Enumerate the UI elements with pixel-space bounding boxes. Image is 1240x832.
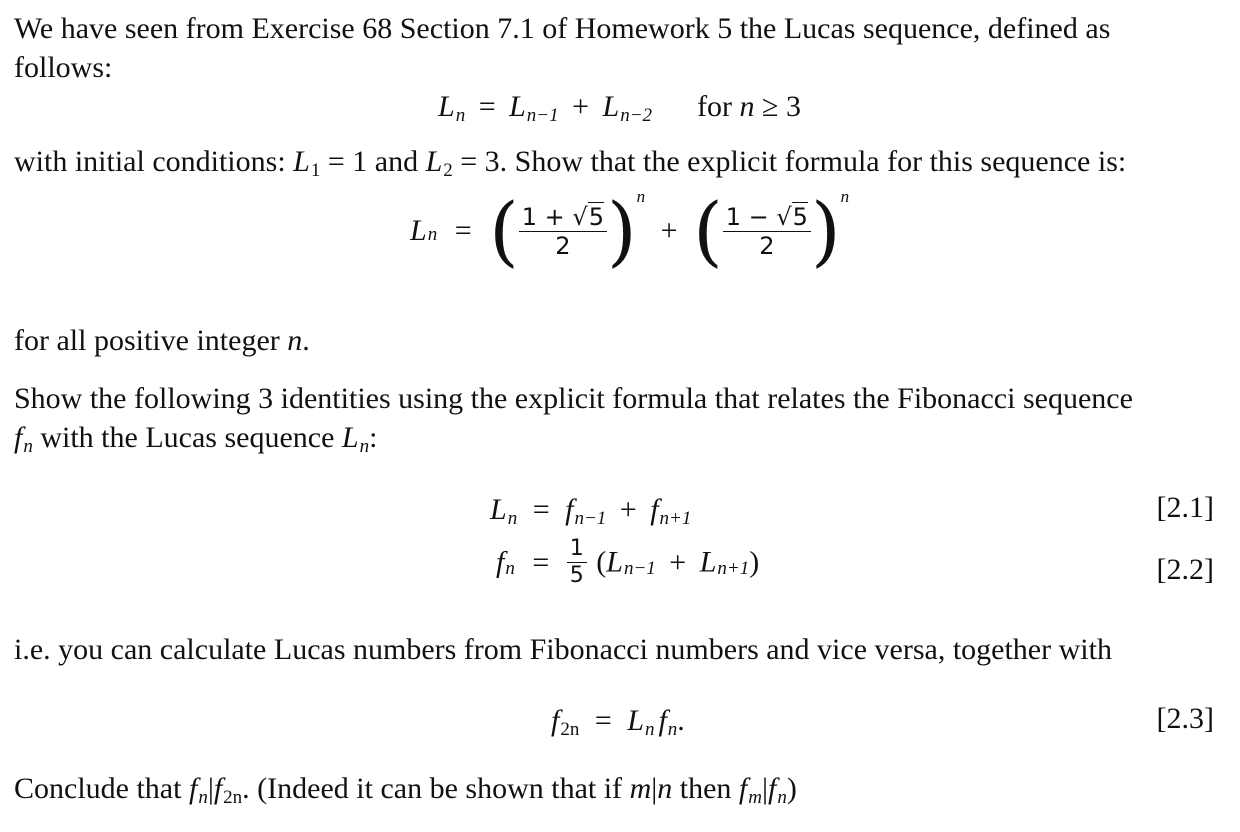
conclude-line: Conclude that $f_n|f2n$. (Indeed it can be shown that if m|n then $f_m|f_n$) — [14, 772, 797, 808]
intro-line-2: follows: — [14, 51, 113, 84]
explicit-formula: Ln = ( $\frac{1 + √5}{2}$ )$^n$ + ( $\frac{1 - √5}{2}$ )$^n$ — [410, 186, 850, 275]
ie-line: i.e. you can calculate Lucas numbers from Fibonacci numbers and vice versa, together with — [14, 633, 1112, 666]
show-line-2: $f_n$ with the Lucas sequence $L_n$: — [14, 421, 378, 457]
equation-tag-2-3: [2.3] — [1156, 702, 1214, 735]
identity-2-3: $f2n = L_n$ $f_n$. — [551, 704, 685, 740]
show-line-1: Show the following 3 identities using the explicit formula that relates the Fibonacci sequence — [14, 382, 1133, 415]
equation-tag-2-2: [2.2] — [1156, 553, 1214, 586]
for-all-line: for all positive integer n. — [14, 324, 310, 357]
initial-conditions: with initial conditions: L1 = 1 and L2 = 3. Show that the explicit formula for this sequence is: — [14, 145, 1127, 181]
equation-tag-2-1: [2.1] — [1156, 491, 1214, 524]
intro-line-1: We have seen from Exercise 68 Section 7.1 of Homework 5 the Lucas sequence, defined as — [14, 12, 1111, 45]
recurrence-equation: $L_n = L_{n-1} + L_{n-2}$ for n ≥ 3 — [438, 90, 802, 126]
identity-2-1: $L_n = f_{n-1} + f_{n+1}$ — [490, 493, 692, 529]
identity-2-2: $f_n$ = $\frac{1}{5}$ $(L_{n-1} + L_{n+1})$ — [496, 536, 760, 588]
